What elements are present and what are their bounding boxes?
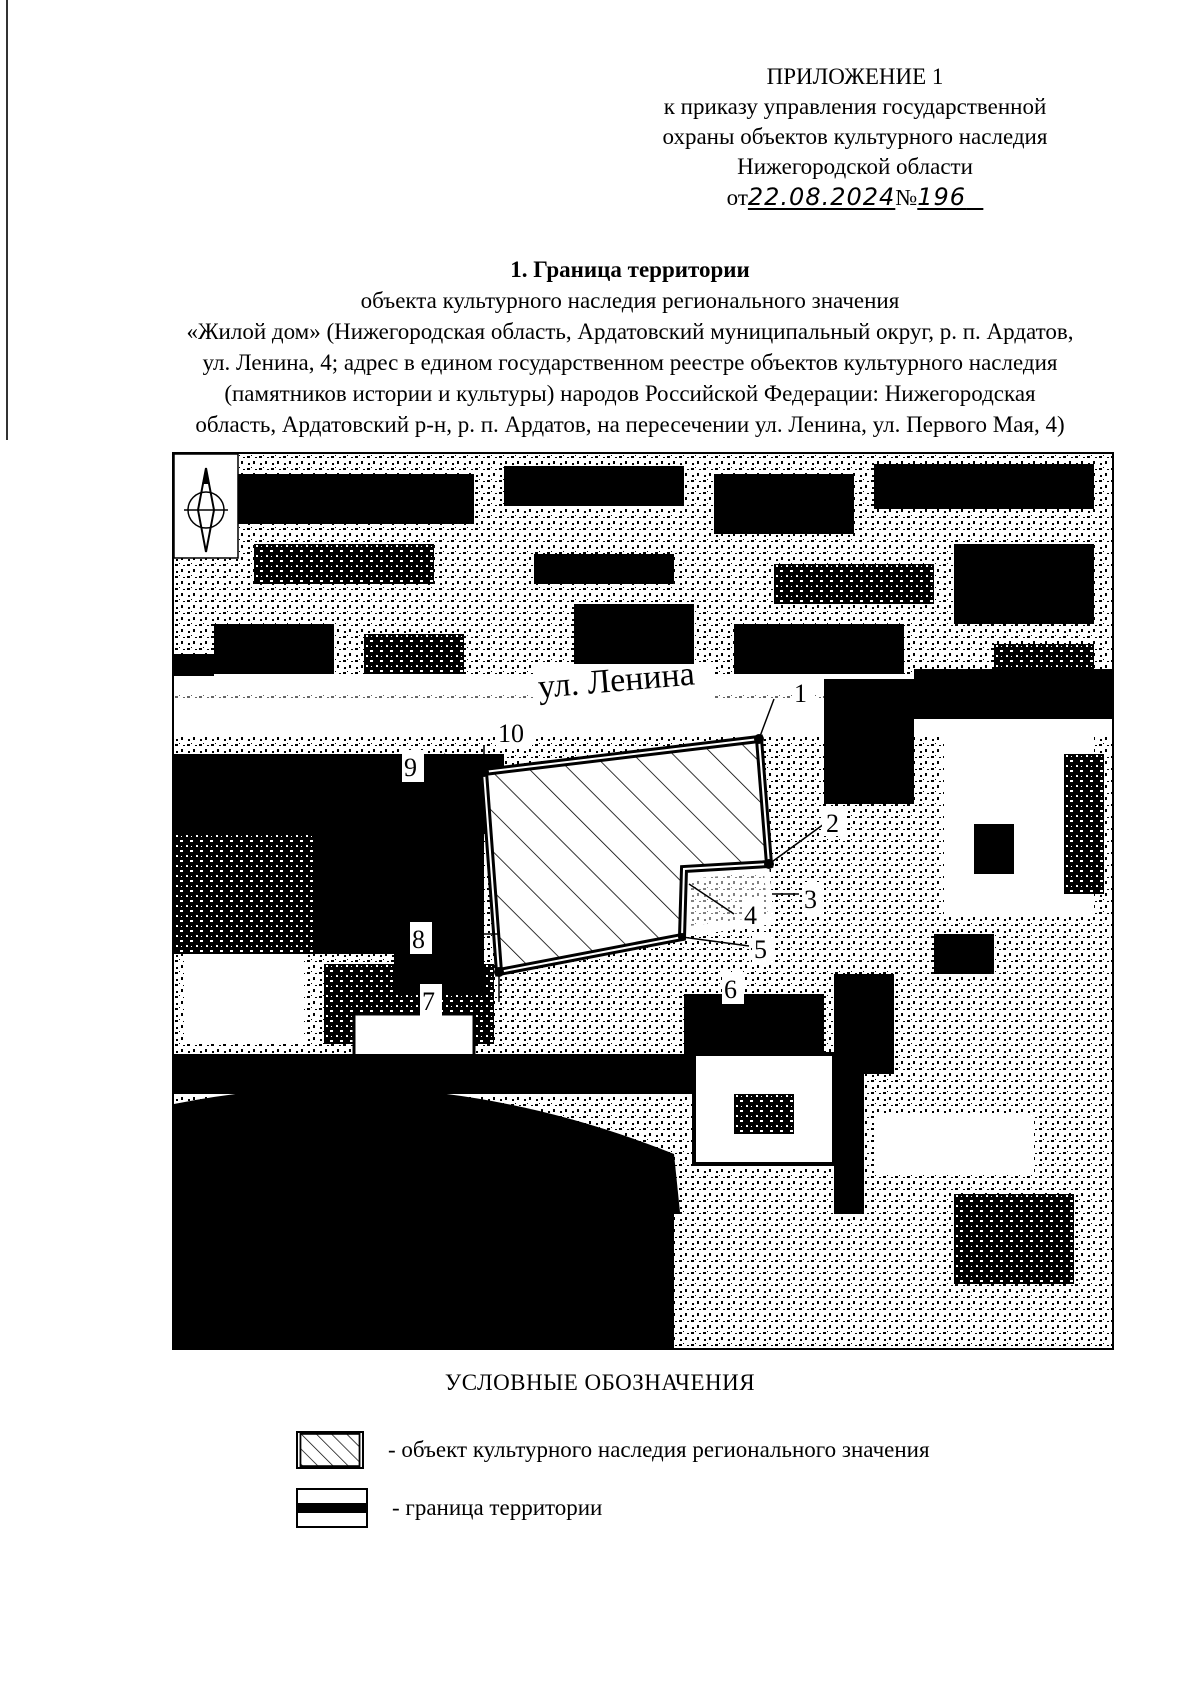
north-arrow-icon — [174, 454, 238, 558]
date-prefix: от — [726, 185, 748, 210]
point-label-7: 7 — [422, 987, 435, 1016]
point-label-6: 6 — [724, 975, 737, 1004]
title-line-5: область, Ардатовский р-н, р. п. Ардатов, на пересечении ул. Ленина, ул. Первого Мая, 4) — [195, 412, 1065, 437]
title-line-1: объекта культурного наследия регионального значения — [360, 288, 900, 313]
order-number: 196 — [917, 183, 967, 211]
map-frame — [172, 452, 1114, 1350]
point-label-8: 8 — [412, 925, 425, 954]
scan-edge-line — [6, 0, 8, 440]
title-block — [150, 254, 1110, 440]
street-name-label: ул. Ленина — [536, 655, 697, 706]
point-label-9: 9 — [404, 753, 417, 782]
appendix-line-1: к приказу управления государственной — [663, 94, 1047, 119]
map-svg — [174, 454, 1112, 1348]
title-line-2: «Жилой дом» (Нижегородская область, Ардатовский муниципальный округ, р. п. Ардатов, — [186, 319, 1074, 344]
title-line-3: ул. Ленина, 4; адрес в едином государственном реестре объектов культурного наследия — [202, 350, 1058, 375]
title-line-4: (памятников истории и культуры) народов Российской Федерации: Нижегородская — [224, 381, 1036, 406]
appendix-date-line — [640, 182, 1070, 213]
appendix-title: ПРИЛОЖЕНИЕ 1 — [766, 64, 944, 89]
point-label-5: 5 — [754, 935, 767, 964]
appendix-block — [640, 62, 1070, 213]
left-buildings — [174, 754, 504, 1064]
hatch-swatch-icon — [296, 1431, 364, 1469]
legend-row-boundary — [296, 1488, 602, 1528]
point-label-1: 1 — [794, 679, 807, 708]
legend-boundary-label: - граница территории — [392, 1495, 603, 1520]
boundary-swatch-icon — [296, 1488, 368, 1528]
legend-row-heritage — [296, 1431, 930, 1469]
title-heading: 1. Граница территории — [510, 257, 750, 282]
legend-heritage-label: - объект культурного наследия регионального значения — [388, 1437, 930, 1462]
appendix-line-3: Нижегородской области — [737, 154, 973, 179]
point-label-10: 10 — [498, 719, 524, 748]
point-label-2: 2 — [826, 809, 839, 838]
point-label-4: 4 — [744, 901, 757, 930]
appendix-line-2: охраны объектов культурного наследия — [662, 124, 1048, 149]
legend-title: УСЛОВНЫЕ ОБОЗНАЧЕНИЯ — [444, 1370, 756, 1395]
point-label-3: 3 — [804, 885, 817, 914]
order-date: 22.08.2024 — [747, 183, 896, 211]
number-prefix: № — [895, 185, 918, 210]
